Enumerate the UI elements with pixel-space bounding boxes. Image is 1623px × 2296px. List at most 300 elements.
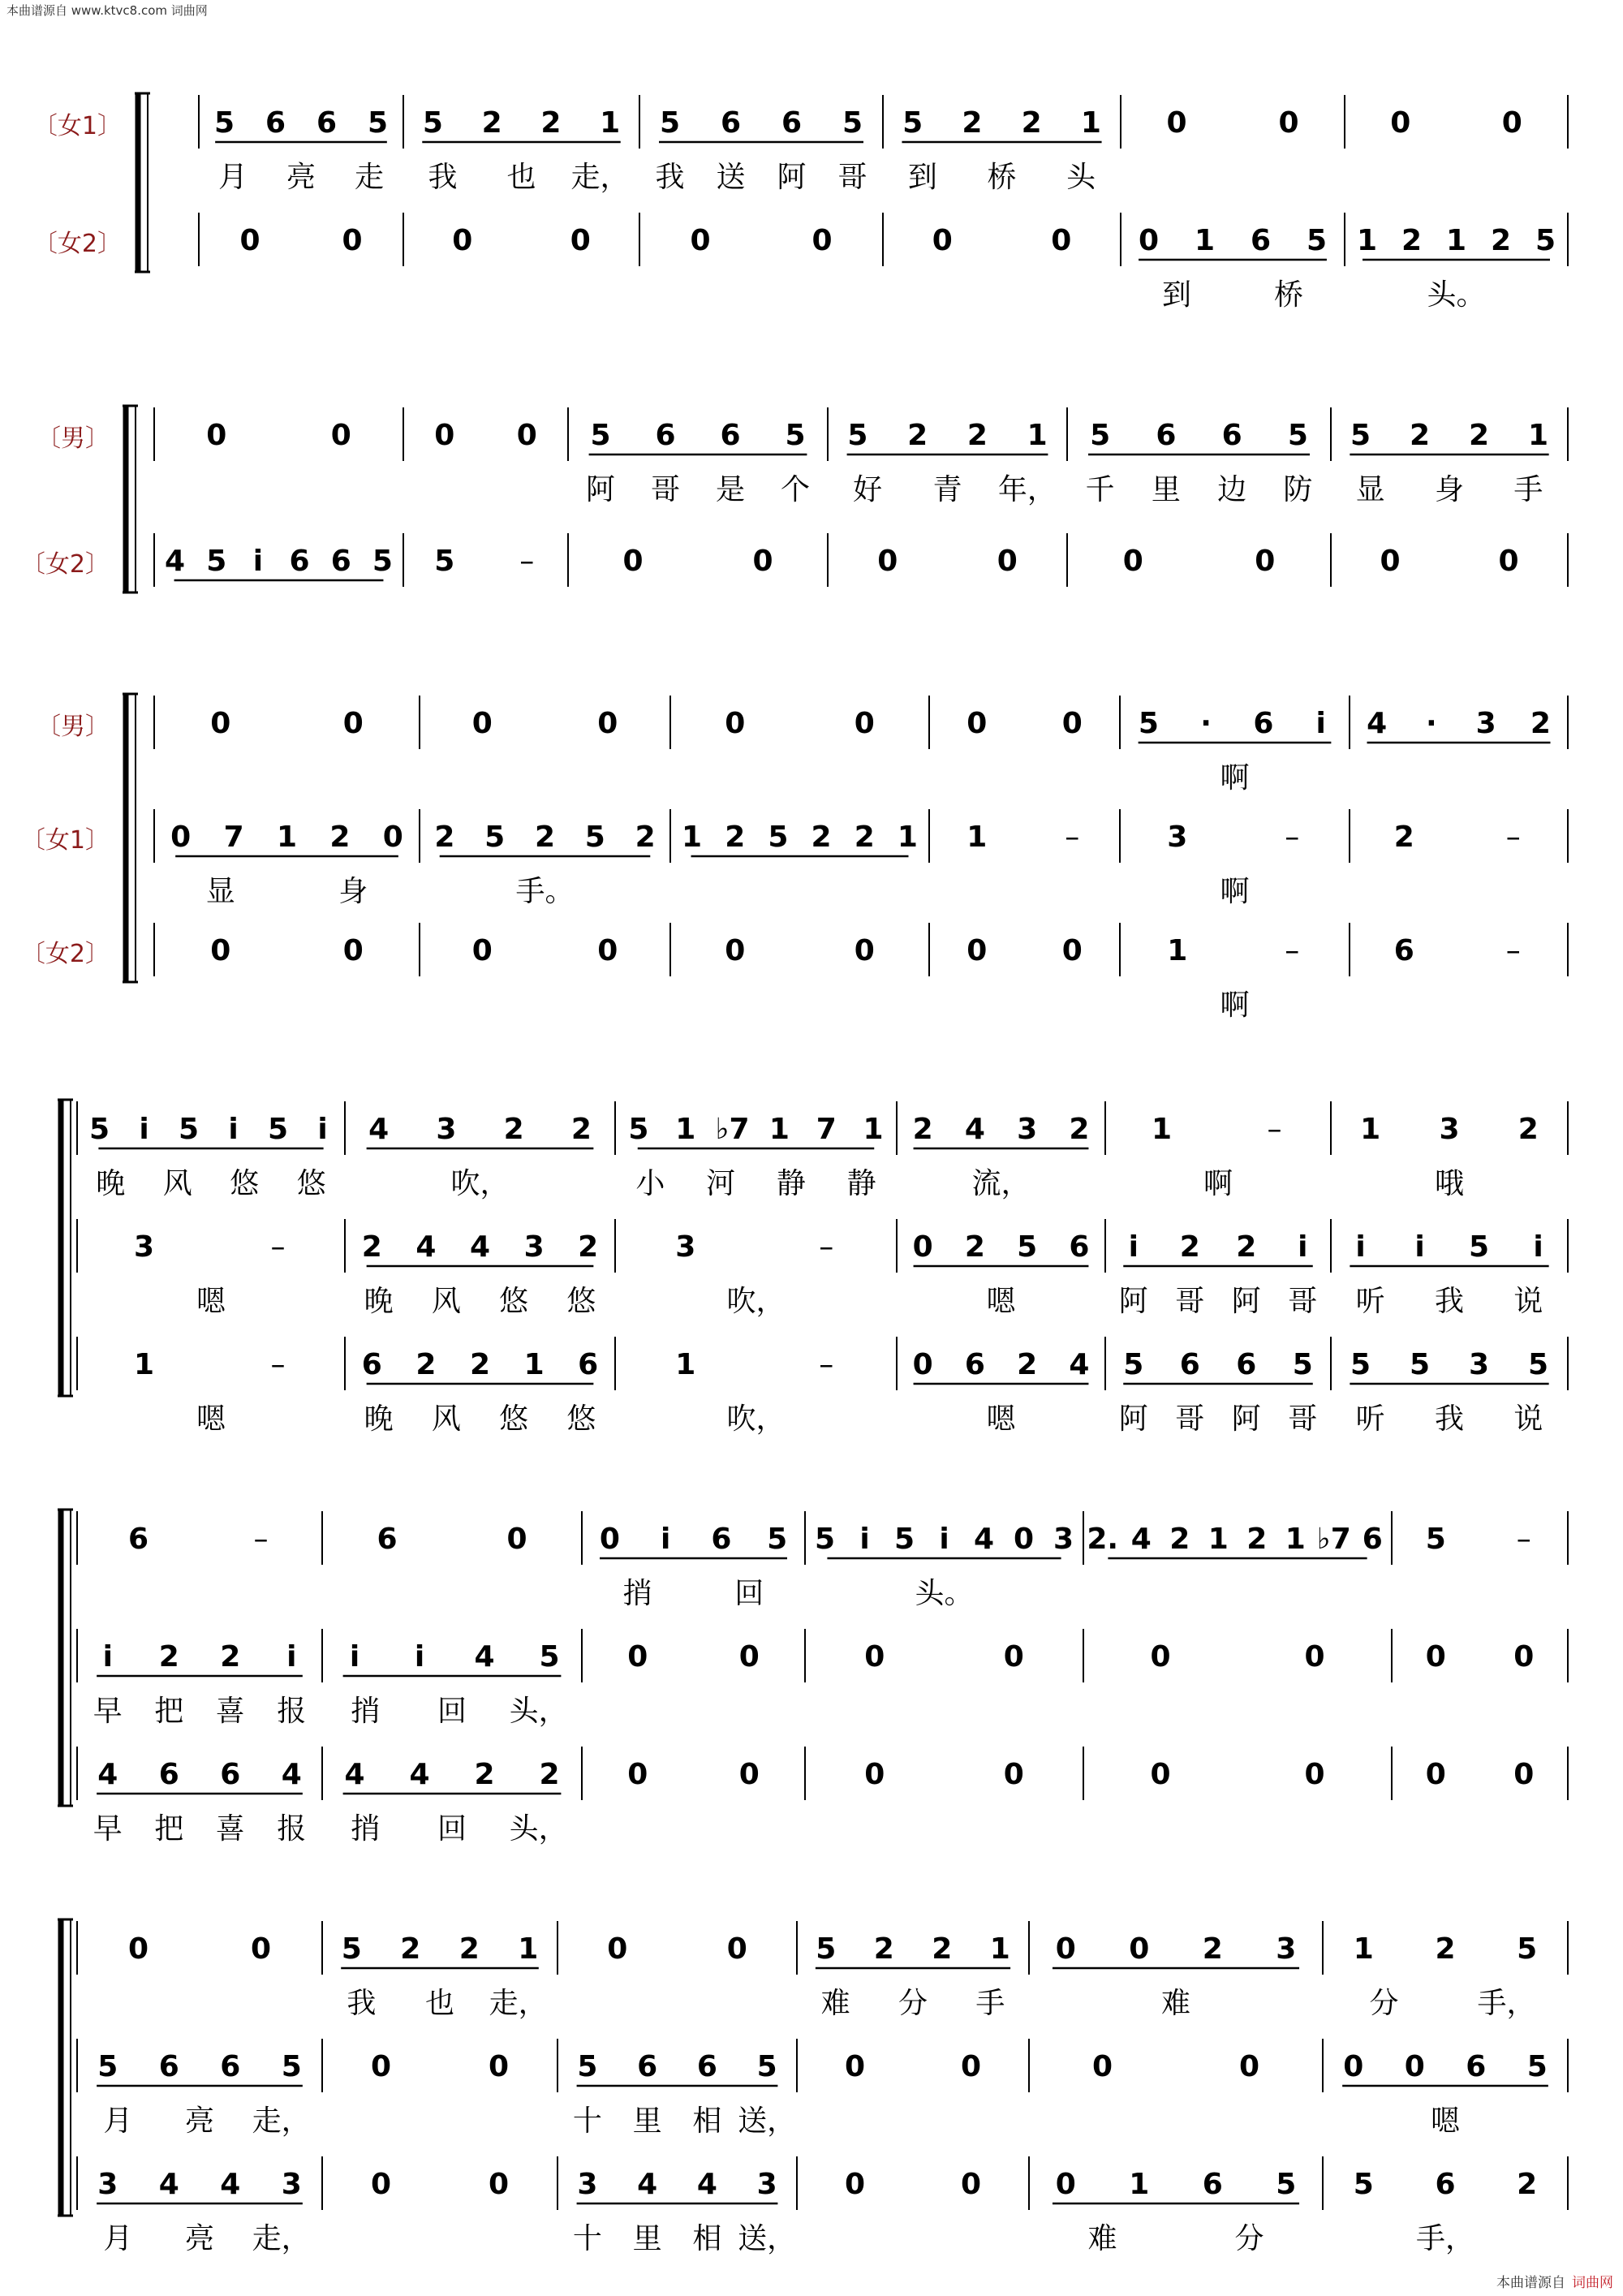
jianpu-note: – <box>1285 934 1300 967</box>
jianpu-note: 1 <box>897 821 918 854</box>
jianpu-note: – <box>1065 821 1080 854</box>
lyric-char: 报 <box>277 1812 307 1846</box>
jianpu-note: 0 <box>210 707 231 740</box>
jianpu-note: 1 <box>1353 1932 1374 1966</box>
jianpu-note: 0 <box>966 707 988 740</box>
lyric-char: 早 <box>93 1695 123 1728</box>
jianpu-note: i <box>1128 1230 1139 1264</box>
jianpu-note: – <box>1505 821 1521 854</box>
lyric-char: 我 <box>428 161 458 194</box>
jianpu-note: 4 <box>158 2168 179 2201</box>
jianpu-note: 1 <box>1356 224 1378 257</box>
lyric-char: 喜 <box>215 1695 245 1728</box>
jianpu-note: 5 <box>1138 707 1159 740</box>
jianpu-note: 1 <box>966 821 988 854</box>
lyric-char: 阿 <box>777 161 807 194</box>
jianpu-note: 5 <box>341 1932 362 1966</box>
lyric-char: 啊 <box>1220 989 1250 1022</box>
jianpu-note: 4 <box>368 1113 390 1146</box>
lyric-char: 阿 <box>1118 1285 1148 1318</box>
lyric-char: 晚 <box>364 1285 394 1318</box>
lyric-char: 啊 <box>1220 875 1250 908</box>
jianpu-note: ♭7 <box>1316 1523 1351 1556</box>
jianpu-note: 2 <box>1490 224 1512 257</box>
jianpu-note: 5 <box>1517 1932 1538 1966</box>
jianpu-note: 0 <box>1150 1640 1171 1674</box>
jianpu-note: 0 <box>844 2168 866 2201</box>
jianpu-note: 3 <box>281 2168 302 2201</box>
jianpu-note: 0 <box>1380 545 1401 578</box>
lyric-char: 哥 <box>1288 1402 1318 1436</box>
lyric-char: 喜 <box>215 1812 245 1846</box>
lyric-char: 风 <box>162 1167 192 1200</box>
jianpu-note: 6 <box>158 1758 179 1791</box>
jianpu-note: 2 <box>907 419 928 452</box>
jianpu-note: 6 <box>1202 2168 1223 2201</box>
jianpu-note: 5 <box>178 1113 200 1146</box>
jianpu-note: 0 <box>966 934 988 967</box>
jianpu-note: – <box>819 1348 834 1381</box>
lyric-char: 哥 <box>1175 1285 1205 1318</box>
jianpu-note: 4 <box>281 1758 302 1791</box>
lyric-char: 难 <box>1087 2222 1117 2255</box>
jianpu-note: 1 <box>523 1348 545 1381</box>
jianpu-note: 0 <box>342 707 364 740</box>
lyric-char: 静 <box>776 1167 806 1200</box>
lyric-char: 送 <box>716 161 746 194</box>
jianpu-note: 5 <box>785 419 806 452</box>
jianpu-note: 5 <box>584 821 605 854</box>
jianpu-note: 2 <box>635 821 656 854</box>
jianpu-note: 0 <box>1304 1758 1325 1791</box>
jianpu-note: 3 <box>756 2168 777 2201</box>
jianpu-note: 0 <box>627 1758 648 1791</box>
jianpu-note: 3 <box>1276 1932 1297 1966</box>
jianpu-note: 1 <box>1285 1523 1306 1556</box>
jianpu-note: 2 <box>540 106 562 140</box>
jianpu-note: 5 <box>659 106 681 140</box>
lyric-char: 走， <box>570 161 630 194</box>
jianpu-note: – <box>253 1523 269 1556</box>
jianpu-note: 6 <box>720 419 741 452</box>
lyric-char: 里 <box>632 2222 662 2255</box>
lyric-char: 边 <box>1217 473 1247 506</box>
jianpu-note: 1 <box>1194 224 1216 257</box>
jianpu-note: 5 <box>484 821 506 854</box>
jianpu-note: 0 <box>370 2168 392 2201</box>
jianpu-note: 5 <box>372 545 393 578</box>
part-label: 〔女1〕 <box>32 112 122 140</box>
jianpu-note: 0 <box>1061 707 1083 740</box>
jianpu-note: i <box>414 1640 425 1674</box>
jianpu-note: i <box>1533 1230 1543 1264</box>
jianpu-note: 5 <box>628 1113 649 1146</box>
jianpu-note: 3 <box>1475 707 1496 740</box>
jianpu-note: 1 <box>1445 224 1467 257</box>
jianpu-note: 5 <box>816 1932 837 1966</box>
jianpu-note: 5 <box>1123 1348 1144 1381</box>
lyric-char: 手 <box>975 1987 1005 2020</box>
jianpu-note: 2 <box>1401 224 1423 257</box>
jianpu-note: 2 <box>912 1113 933 1146</box>
jianpu-note: 0 <box>488 2168 510 2201</box>
jianpu-note: 2 <box>1179 1230 1200 1264</box>
jianpu-note: 0 <box>599 1523 620 1556</box>
lyric-char: 手， <box>1415 2222 1475 2255</box>
lyric-char: 十 <box>572 2222 602 2255</box>
jianpu-note: 5 <box>1468 1230 1490 1264</box>
jianpu-note: 1 <box>675 1113 696 1146</box>
lyric-char: 风 <box>431 1285 461 1318</box>
jianpu-note: 0 <box>1138 224 1160 257</box>
jianpu-note: 6 <box>964 1348 985 1381</box>
lyric-char: 阿 <box>1231 1402 1261 1436</box>
lyric-char: 送， <box>738 2104 797 2138</box>
lyric-char: 里 <box>1151 473 1181 506</box>
jianpu-note: 0 <box>725 934 746 967</box>
jianpu-note: 1 <box>768 1113 790 1146</box>
jianpu-note: 5 <box>767 1523 788 1556</box>
jianpu-note: 0 <box>1055 2168 1076 2201</box>
lyric-char: 啊 <box>1203 1167 1233 1200</box>
lyric-char: 手。 <box>515 875 575 908</box>
jianpu-note: 2 <box>1246 1523 1268 1556</box>
lyric-char: 捎 <box>622 1577 652 1610</box>
jianpu-note: 0 <box>912 1348 933 1381</box>
jianpu-note: 0 <box>738 1758 760 1791</box>
jianpu-note: 3 <box>1167 821 1188 854</box>
jianpu-note: i <box>660 1523 671 1556</box>
lyric-char: 说 <box>1513 1402 1543 1436</box>
lyric-char: 防 <box>1283 473 1313 506</box>
jianpu-note: 0 <box>382 821 403 854</box>
jianpu-note: 6 <box>127 1523 149 1556</box>
jianpu-note: 0 <box>488 2050 510 2083</box>
jianpu-note: 0 <box>370 2050 392 2083</box>
jianpu-note: 0 <box>206 419 227 452</box>
jianpu-note: 5 <box>577 2050 598 2083</box>
jianpu-note: i <box>1355 1230 1366 1264</box>
lyric-char: 到 <box>1161 278 1192 312</box>
jianpu-note: 2 <box>964 1230 985 1264</box>
jianpu-note: 0 <box>1150 1758 1171 1791</box>
lyric-char: 回 <box>437 1695 467 1728</box>
jianpu-note: 0 <box>726 1932 747 1966</box>
jianpu-note: 1 <box>133 1348 155 1381</box>
jianpu-note: 5 <box>434 545 455 578</box>
lyric-char: 听 <box>1355 1285 1385 1318</box>
jianpu-note: 3 <box>436 1113 457 1146</box>
jianpu-note: 5 <box>1350 419 1371 452</box>
jianpu-note: 5 <box>842 106 863 140</box>
lyric-char: 报 <box>277 1695 307 1728</box>
jianpu-note: i <box>228 1113 239 1146</box>
jianpu-note: i <box>139 1113 149 1146</box>
lyric-char: 哥 <box>1288 1285 1318 1318</box>
jianpu-note: 5 <box>1425 1523 1446 1556</box>
jianpu-note: 6 <box>781 106 803 140</box>
jianpu-note: 3 <box>1468 1348 1490 1381</box>
lyric-char: 难 <box>820 1987 850 2020</box>
jianpu-note: 6 <box>265 106 286 140</box>
jianpu-note: – <box>1285 821 1300 854</box>
lyric-char: 好 <box>853 473 883 506</box>
jianpu-note: 0 <box>239 224 260 257</box>
jianpu-note: 1 <box>1129 2168 1150 2201</box>
jianpu-note: 0 <box>1513 1758 1535 1791</box>
jianpu-note: 2 <box>932 1932 953 1966</box>
jianpu-note: 0 <box>471 707 493 740</box>
jianpu-note: 1 <box>600 106 621 140</box>
part-label: 〔女2〕 <box>20 940 110 968</box>
jianpu-note: 2 <box>220 1640 241 1674</box>
lyric-char: 亮 <box>184 2222 215 2255</box>
jianpu-note: 0 <box>1003 1758 1024 1791</box>
lyric-char: 小 <box>635 1167 665 1200</box>
jianpu-note: 2 <box>873 1932 894 1966</box>
lyric-char: 哥 <box>837 161 867 194</box>
jianpu-note: 2 <box>578 1230 599 1264</box>
jianpu-note: ♭7 <box>715 1113 750 1146</box>
lyric-char: 听 <box>1355 1402 1385 1436</box>
lyric-char: 嗯 <box>196 1402 226 1436</box>
jianpu-note: i <box>102 1640 113 1674</box>
jianpu-note: 2 <box>474 1758 495 1791</box>
lyric-char: 把 <box>154 1695 184 1728</box>
lyric-char: 显 <box>205 875 235 908</box>
lyric-char: 身 <box>338 875 368 908</box>
lyric-char: 河 <box>706 1167 736 1200</box>
jianpu-note: 6 <box>1221 419 1242 452</box>
jianpu-note: 4 <box>696 2168 717 2201</box>
part-label: 〔女2〕 <box>32 230 122 258</box>
lyric-char: 分 <box>1369 1987 1399 2020</box>
footer-site: 词曲网 <box>1572 2275 1613 2291</box>
jianpu-note: – <box>270 1230 286 1264</box>
jianpu-note: 0 <box>690 224 711 257</box>
jianpu-note: 0 <box>250 1932 272 1966</box>
lyric-char: 悠 <box>296 1167 326 1200</box>
jianpu-note: 1 <box>682 821 703 854</box>
jianpu-note: 1 <box>675 1348 696 1381</box>
jianpu-note: 0 <box>1091 2050 1113 2083</box>
jianpu-note: 1 <box>1027 419 1048 452</box>
jianpu-note: 0 <box>1166 106 1187 140</box>
jianpu-note: 5 <box>1526 2050 1548 2083</box>
lyric-char: 手， <box>1477 1987 1536 2020</box>
jianpu-note: 3 <box>675 1230 696 1264</box>
jianpu-note: 6 <box>330 545 351 578</box>
jianpu-note: 2 <box>329 821 351 854</box>
jianpu-note: 4 <box>1130 1523 1152 1556</box>
lyric-char: 头。 <box>1427 278 1486 312</box>
jianpu-note: 6 <box>1466 2050 1487 2083</box>
jianpu-note: i <box>252 545 264 578</box>
jianpu-note: 6 <box>637 2050 658 2083</box>
lyric-char: 悠 <box>566 1402 596 1436</box>
jianpu-note: 2 <box>361 1230 382 1264</box>
jianpu-note: 2 <box>469 1348 491 1381</box>
lyric-char: 里 <box>632 2104 662 2138</box>
jianpu-note: 5 <box>902 106 923 140</box>
lyric-char: 显 <box>1355 473 1385 506</box>
jianpu-note: 5 <box>1287 419 1308 452</box>
jianpu-note: 0 <box>932 224 953 257</box>
jianpu-note: 0 <box>1061 934 1083 967</box>
lyric-char: 桥 <box>1273 278 1304 312</box>
jianpu-note: 5 <box>1090 419 1111 452</box>
jianpu-note: 0 <box>877 545 898 578</box>
jianpu-note: 0 <box>597 707 618 740</box>
lyric-char: 走， <box>489 1987 548 2020</box>
lyric-char: 吹， <box>450 1167 510 1200</box>
jianpu-note: 0 <box>960 2050 982 2083</box>
part-label: 〔女1〕 <box>20 826 110 855</box>
jianpu-note: 2 <box>1468 419 1490 452</box>
jianpu-note: 5 <box>267 1113 289 1146</box>
jianpu-note: 4 <box>1367 707 1388 740</box>
jianpu-note: 4 <box>474 1640 495 1674</box>
lyric-char: 悠 <box>499 1402 529 1436</box>
jianpu-note: 5 <box>97 2050 118 2083</box>
jianpu-note: 2 <box>503 1113 524 1146</box>
jianpu-note: 2 <box>811 821 832 854</box>
lyric-char: 到 <box>907 161 937 194</box>
jianpu-note: 2 <box>400 1932 421 1966</box>
jianpu-note: 6 <box>1069 1230 1090 1264</box>
jianpu-note: 0 <box>1003 1640 1024 1674</box>
jianpu-note: 5 <box>1353 2168 1374 2201</box>
lyric-char: 早 <box>93 1812 123 1846</box>
jianpu-note: 0 <box>1425 1640 1446 1674</box>
jianpu-note: 3 <box>1053 1523 1074 1556</box>
jianpu-note: 6 <box>1236 1348 1257 1381</box>
jianpu-note: 0 <box>812 224 833 257</box>
jianpu-note: 2 <box>1517 2168 1538 2201</box>
jianpu-note: 4 <box>973 1523 995 1556</box>
jianpu-note: 0 <box>1425 1758 1446 1791</box>
jianpu-note: 1 <box>1080 106 1101 140</box>
lyric-char: 嗯 <box>986 1285 1016 1318</box>
lyric-char: 十 <box>572 2104 602 2138</box>
lyric-char: 嗯 <box>196 1285 226 1318</box>
lyric-char: 吹， <box>726 1285 786 1318</box>
jianpu-note: 0 <box>1278 106 1299 140</box>
jianpu-note: 0 <box>1055 1932 1076 1966</box>
jianpu-note: 0 <box>912 1230 933 1264</box>
jianpu-note: 0 <box>1343 2050 1364 2083</box>
lyric-char: 年， <box>997 473 1057 506</box>
jianpu-note: 2 <box>1017 1348 1038 1381</box>
jianpu-note: 2 <box>434 821 455 854</box>
jianpu-note: 3 <box>577 2168 598 2201</box>
jianpu-note: 0 <box>330 419 351 452</box>
jianpu-note: 0 <box>471 934 493 967</box>
jianpu-note: 2 <box>1236 1230 1257 1264</box>
lyric-char: 走 <box>354 161 385 194</box>
jianpu-note: – <box>270 1348 286 1381</box>
jianpu-note: 0 <box>1513 1640 1535 1674</box>
jianpu-note: 0 <box>127 1932 149 1966</box>
lyric-char: 亮 <box>286 161 316 194</box>
lyric-char: 回 <box>734 1577 764 1610</box>
jianpu-note: 6 <box>361 1348 382 1381</box>
jianpu-note: 0 <box>1238 2050 1260 2083</box>
jianpu-note: 3 <box>97 2168 118 2201</box>
lyric-char: 亮 <box>184 2104 215 2138</box>
lyric-char: 悠 <box>230 1167 260 1200</box>
jianpu-note: – <box>519 545 535 578</box>
footer-label: 本曲谱源自 <box>1496 2275 1565 2291</box>
lyric-char: 我 <box>655 161 685 194</box>
part-label: 〔女2〕 <box>20 550 110 579</box>
jianpu-note: 5 <box>206 545 227 578</box>
lyric-char: 嗯 <box>986 1402 1016 1436</box>
jianpu-note: 5 <box>1350 1348 1371 1381</box>
jianpu-note: 0 <box>570 224 591 257</box>
jianpu-note: 0 <box>725 707 746 740</box>
jianpu-note: 5 <box>893 1523 915 1556</box>
jianpu-note: 0 <box>1390 106 1411 140</box>
lyric-char: 桥 <box>987 161 1017 194</box>
jianpu-note: 6 <box>220 2050 241 2083</box>
lyric-char: 月 <box>217 161 248 194</box>
jianpu-note: 0 <box>627 1640 648 1674</box>
jianpu-note: 2. <box>1087 1523 1119 1556</box>
jianpu-note: 5 <box>539 1640 560 1674</box>
jianpu-note: 1 <box>518 1932 539 1966</box>
lyric-char: 分 <box>1234 2222 1264 2255</box>
jianpu-note: – <box>1505 934 1521 967</box>
jianpu-note: 4 <box>97 1758 118 1791</box>
jianpu-note: 1 <box>1208 1523 1229 1556</box>
jianpu-note: 4 <box>469 1230 491 1264</box>
jianpu-note: 3 <box>523 1230 545 1264</box>
lyric-char: 静 <box>846 1167 876 1200</box>
jianpu-note: 2 <box>854 821 875 854</box>
jianpu-note: i <box>286 1640 297 1674</box>
jianpu-note: 2 <box>1202 1932 1223 1966</box>
jianpu-note: – <box>819 1230 834 1264</box>
lyric-char: 把 <box>154 1812 184 1846</box>
jianpu-note: 0 <box>854 934 875 967</box>
jianpu-note: 1 <box>1167 934 1188 967</box>
jianpu-note: 0 <box>1501 106 1522 140</box>
jianpu-note: · <box>1200 707 1212 740</box>
lyric-char: 相 <box>692 2222 722 2255</box>
lyric-char: 晚 <box>364 1402 394 1436</box>
jianpu-note: 2 <box>1169 1523 1190 1556</box>
jianpu-note: 0 <box>622 545 644 578</box>
lyric-char: 哦 <box>1434 1167 1465 1200</box>
jianpu-note: 5 <box>847 419 868 452</box>
jianpu-note: 0 <box>452 224 473 257</box>
lyric-char: 送， <box>738 2222 797 2255</box>
jianpu-note: 4 <box>1069 1348 1090 1381</box>
lyric-char: 回 <box>437 1812 467 1846</box>
jianpu-note: 4 <box>415 1230 437 1264</box>
jianpu-note: 4 <box>220 2168 241 2201</box>
jianpu-note: 6 <box>1156 419 1177 452</box>
jianpu-note: 4 <box>344 1758 365 1791</box>
jianpu-note: 3 <box>133 1230 155 1264</box>
lyric-char: 捎 <box>351 1812 381 1846</box>
jianpu-note: i <box>1298 1230 1308 1264</box>
jianpu-note: 5 <box>1276 2168 1297 2201</box>
jianpu-note: 4 <box>964 1113 985 1146</box>
jianpu-note: 6 <box>696 2050 717 2083</box>
jianpu-note: 4 <box>637 2168 658 2201</box>
